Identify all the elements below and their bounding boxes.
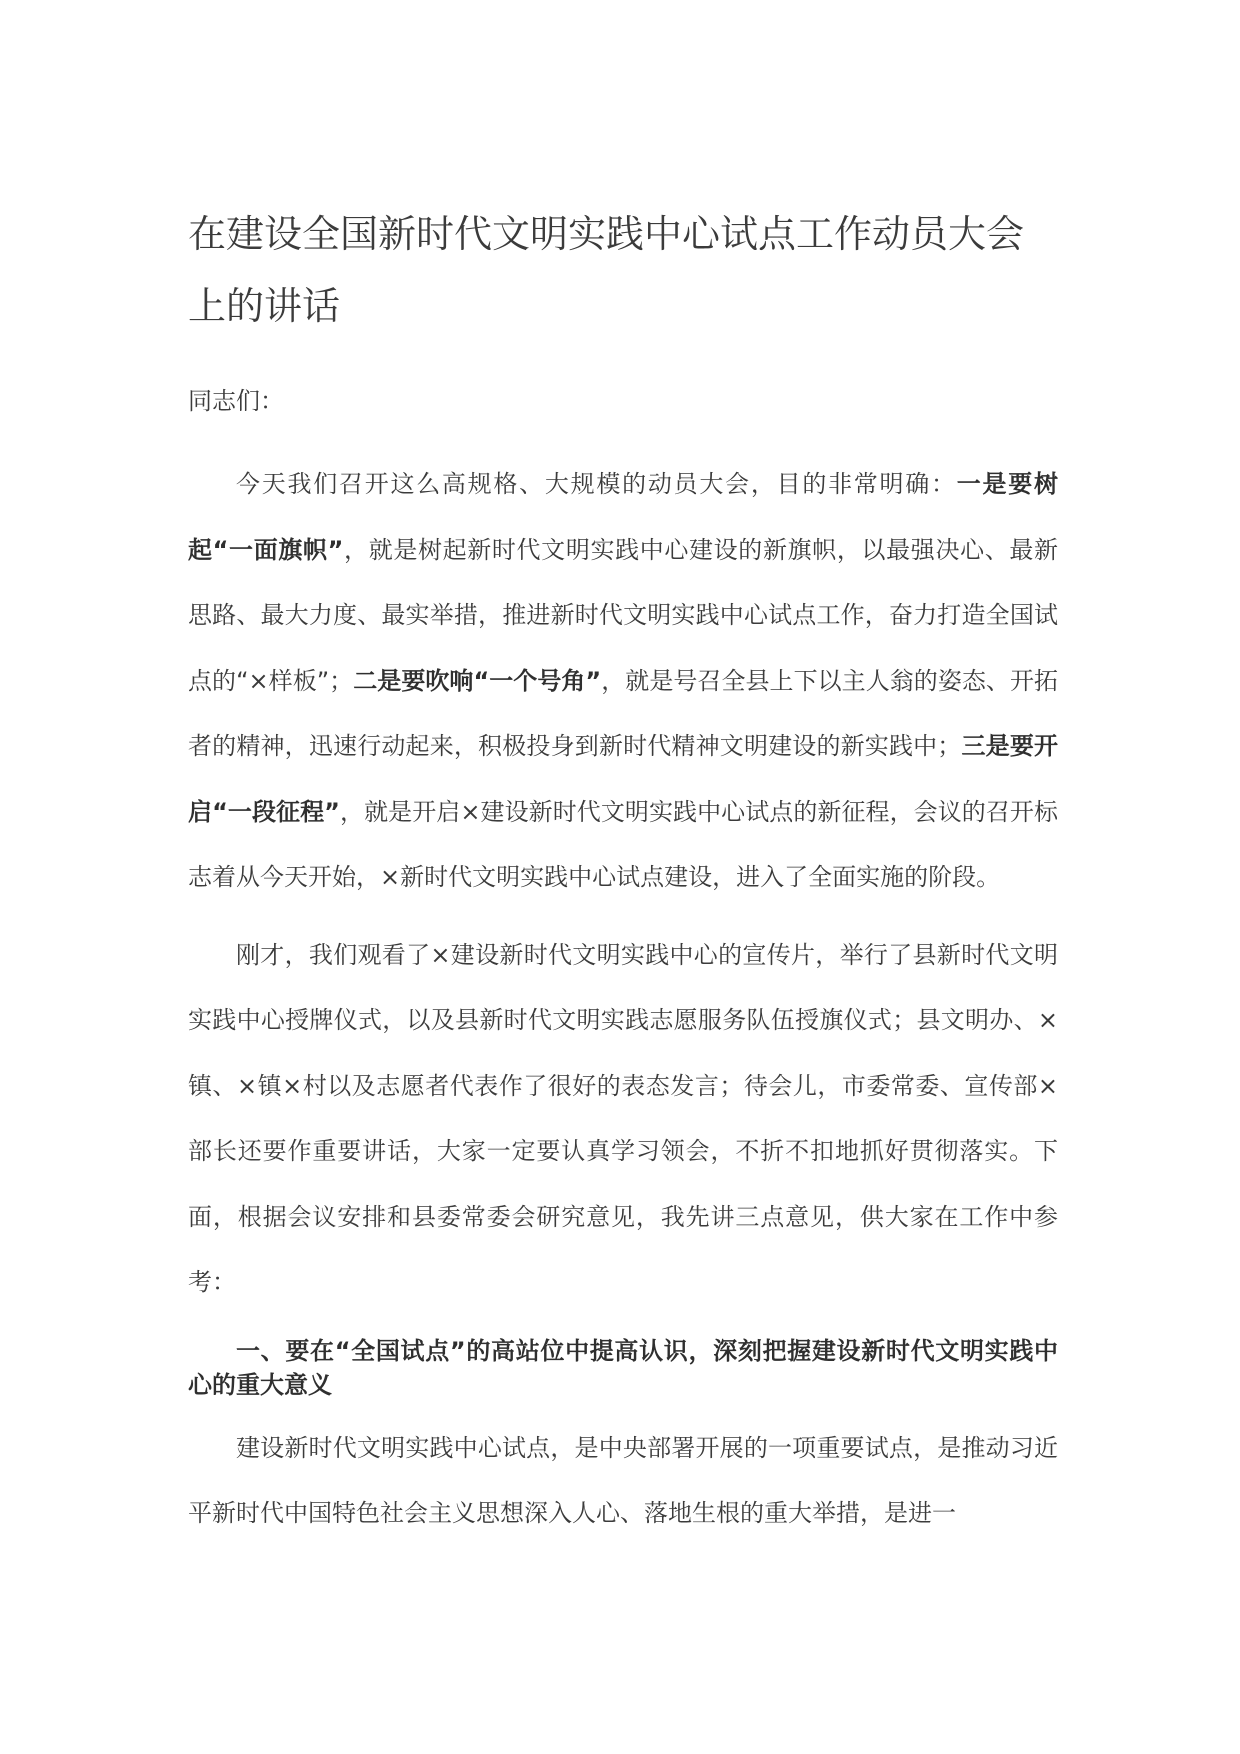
document-title: 在建设全国新时代文明实践中心试点工作动员大会上的讲话 xyxy=(188,212,1025,328)
paragraph-1-text-4: ，就是开启×建设新时代文明实践中心试点的新征程，会议的召开标志着从今天开始，×新时代文明实践中心试点建设，进入了全面实施的阶段。 xyxy=(188,797,1058,891)
paragraph-3: 建设新时代文明实践中心试点，是中央部署开展的一项重要试点，是推动习近平新时代中国特色社会主义思想深入人心、落地生根的重大举措，是进一 xyxy=(188,1433,1058,1527)
paragraph-1-bold-2: 二是要吹响“一个号角” xyxy=(353,666,602,695)
paragraph-2: 刚才，我们观看了×建设新时代文明实践中心的宣传片，举行了县新时代文明实践中心授牌仪式，以及县新时代文明实践志愿服务队伍授旗仪式；县文明办、×镇、×镇×村以及志愿者代表作了很好的表态发言；待会儿，市委常委、宣传部×部长还要作重要讲话，大家一定要认真学习领会，不折不扣地抓好贯彻落实。下面，根据会议安排和县委常委会研究意见，我先讲三点意见，供大家在工作中参考： xyxy=(188,940,1058,1296)
paragraph-1 xyxy=(188,452,1058,911)
paragraph-1-text-2: ，就是树起新时代文明实践中心建设的新旗帜，以最强决心、最新思路、最大力度、最实举措，推进新时代文明实践中心试点工作，奋力打造全国试点的“×样板”； xyxy=(188,535,1059,695)
paragraph-1-bold-3: 三是要开启“一段征程” xyxy=(188,732,1058,826)
paragraph-1-bold-1: 一是要树起“一面旗帜” xyxy=(188,470,1059,564)
salutation: 同志们： xyxy=(188,387,284,415)
paragraph-1-text-3: ，就是号召全县上下以主人翁的姿态、开拓者的精神，迅速行动起来，积极投身到新时代精神文明建设的新实践中； xyxy=(188,666,1058,760)
document-body xyxy=(188,198,1058,1547)
paragraph-1-text-1: 今天我们召开这么高规格、大规模的动员大会，目的非常明确： xyxy=(236,470,957,498)
section-heading-1: 一、要在“全国试点”的高站位中提高认识，深刻把握建设新时代文明实践中心的重大意义 xyxy=(188,1336,1058,1399)
